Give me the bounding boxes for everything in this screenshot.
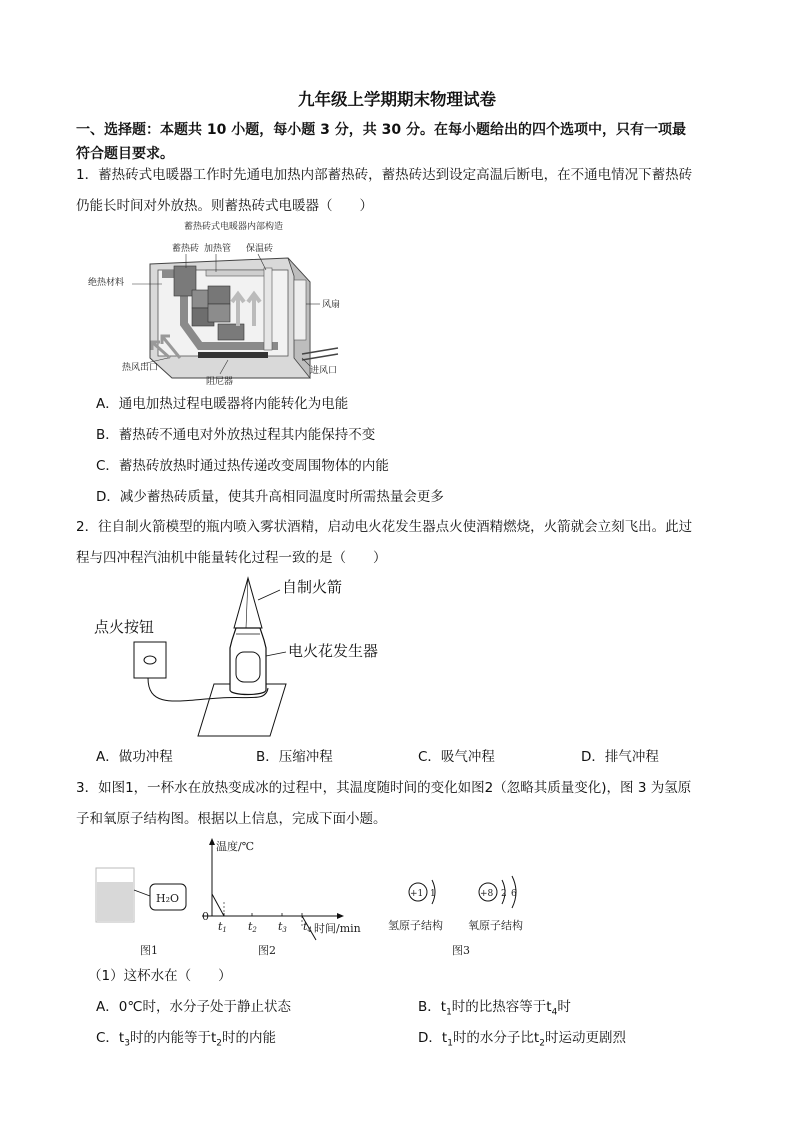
- y-axis-label: 温度/℃: [216, 840, 255, 853]
- oxygen-shell2-electrons: 6: [511, 889, 517, 899]
- label-hot-air-outlet: 热风出口: [122, 363, 159, 373]
- tick-t1: t1: [218, 920, 227, 934]
- temperature-curve: [212, 894, 316, 940]
- q1-option-b: B．蓄热砖不通电对外放热过程其内能保持不变: [96, 427, 376, 443]
- q3-stem: [76, 773, 756, 835]
- section-heading: [76, 118, 756, 166]
- tick-t4: t4: [303, 920, 312, 934]
- q1-stem-line1: 1．蓄热砖式电暖器工作时先通电加热内部蓄热砖，蓄热砖达到设定高温后断电，在不通电情况下蓄热砖: [76, 167, 693, 183]
- q1-stem: [76, 160, 756, 222]
- label-fan: 风扇: [322, 300, 341, 310]
- q3-figures: [92, 836, 552, 960]
- label-brick: 蓄热砖: [172, 244, 200, 254]
- bottle: [230, 628, 266, 695]
- brick-block: [218, 324, 244, 340]
- fig2-caption: 图2: [258, 944, 276, 957]
- q3-option-b: B．$t_1$时的比热容等于$t_4$时: [418, 999, 571, 1018]
- fan: [294, 280, 306, 340]
- origin-label: 0: [202, 910, 209, 923]
- q2-option-a: A．做功冲程: [96, 749, 173, 765]
- q1-stem-line2: 仍能长时间对外放热。则蓄热砖式电暖器（ ）: [76, 198, 373, 214]
- hydrogen-nucleus-charge: +1: [410, 889, 424, 899]
- section-heading-line1: 一、选择题：本题共 10 小题，每小题 3 分，共 30 分。在每小题给出的四个选项中，只有一项最: [76, 122, 686, 138]
- label-air-inlet: 进风口: [310, 366, 338, 376]
- label-insulation: 绝热材料: [88, 278, 125, 288]
- q1-fig-caption: 蓄热砖式电暖器内部构造: [184, 222, 284, 232]
- q3-stem-line1: 3．如图1，一杯水在放热变成冰的过程中，其温度随时间的变化如图2（忽略其质量变化)，图 3 为氢原: [76, 780, 692, 796]
- label-insulating-brick: 保温砖: [246, 244, 274, 254]
- label-damper: 阻尼器: [206, 377, 234, 387]
- water: [97, 882, 133, 921]
- oxygen-shell1-electrons: 2: [501, 889, 507, 899]
- tick-t3: t3: [278, 920, 287, 934]
- oxygen-caption: 氧原子结构: [468, 919, 523, 932]
- q3-sub1-stem: （1）这杯水在（ ）: [88, 968, 232, 984]
- label-homemade-rocket: 自制火箭: [282, 578, 343, 596]
- q3-option-a: A．0℃时，水分子处于静止状态: [96, 999, 291, 1015]
- x-axis-label: 时间/min: [314, 922, 361, 935]
- hydrogen-shell-electrons: 1: [430, 889, 436, 899]
- q1-heater-figure: [88, 218, 341, 388]
- brick-block: [208, 304, 230, 322]
- label-spark-generator: 电火花发生器: [288, 642, 379, 660]
- q2-stem-line1: 2．往自制火箭模型的瓶内喷入雾状酒精，启动电火花发生器点火使酒精燃烧，火箭就会立刻飞出。此过: [76, 519, 693, 535]
- q1-option-d: D．减少蓄热砖质量，使其升高相同温度时所需热量会更多: [96, 489, 444, 505]
- ignition-button-box: [134, 642, 166, 678]
- page-title: 九年级上学期期末物理试卷: [298, 90, 496, 109]
- q2-option-b: B．压缩冲程: [256, 749, 333, 765]
- heating-tube: [206, 270, 266, 276]
- damper: [198, 352, 268, 358]
- hydrogen-caption: 氢原子结构: [388, 919, 443, 932]
- ignition-button: [144, 656, 156, 664]
- tick-t2: t2: [248, 920, 257, 934]
- h2o-label: H₂O: [156, 892, 180, 905]
- q3-option-d: D．$t_1$时的水分子比$t_2$时运动更剧烈: [418, 1030, 626, 1049]
- q3-stem-line2: 子和氧原子结构图。根据以上信息，完成下面小题。: [76, 811, 387, 827]
- label-heater-tube: 加热管: [204, 244, 232, 254]
- label-ignition-button: 点火按钮: [94, 618, 155, 636]
- fig3-caption: 图3: [452, 944, 470, 957]
- brick-block: [208, 286, 230, 304]
- q2-option-c: C．吸气冲程: [418, 749, 495, 765]
- q2-stem-line2: 程与四冲程汽油机中能量转化过程一致的是（ ）: [76, 550, 387, 566]
- q1-option-a: A．通电加热过程电暖器将内能转化为电能: [96, 396, 349, 412]
- q1-option-c: C．蓄热砖放热时通过热传递改变周围物体的内能: [96, 458, 389, 474]
- oxygen-nucleus-charge: +8: [480, 889, 494, 899]
- section-heading-line2: 符合题目要求。: [76, 146, 174, 162]
- fig1-caption: 图1: [140, 944, 158, 957]
- q2-option-d: D．排气冲程: [581, 749, 659, 765]
- q2-rocket-figure: [90, 570, 400, 742]
- q2-stem: [76, 512, 756, 574]
- q3-option-c: C．$t_3$时的内能等于$t_2$时的内能: [96, 1030, 276, 1049]
- insulating-brick: [264, 268, 272, 350]
